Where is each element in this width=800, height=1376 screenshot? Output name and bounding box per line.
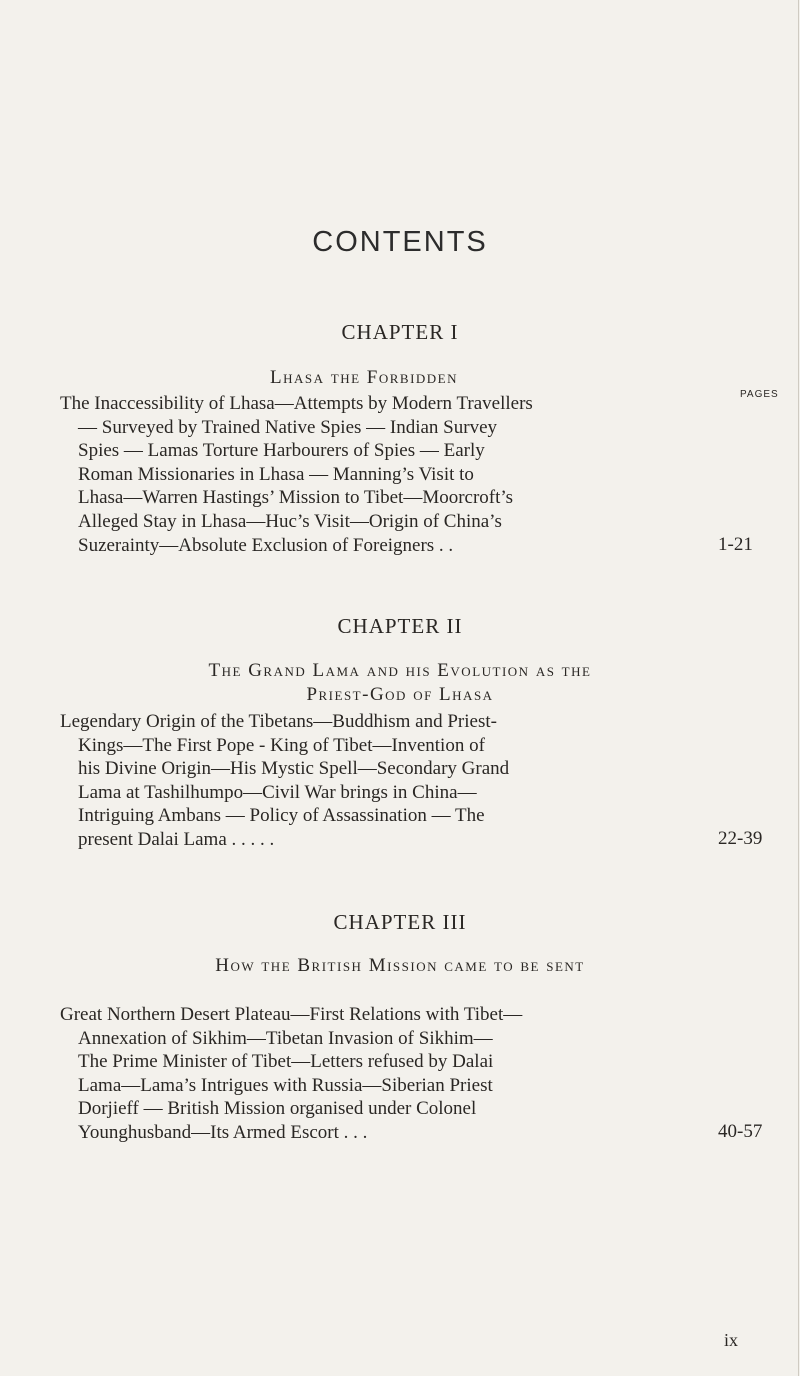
summary-line: Suzerainty—Absolute Exclusion of Foreigners . . [78, 534, 454, 556]
summary-line: Lama at Tashilhumpo—Civil War brings in China— [78, 781, 477, 803]
page-range-2: 22-39 [718, 828, 763, 849]
summary-line: The Inaccessibility of Lhasa—Attempts by Modern Travellers [60, 393, 533, 414]
summary-line: present Dalai Lama . . . . . [78, 828, 275, 850]
page-range-3: 40-57 [718, 1121, 763, 1142]
summary-line: Great Northern Desert Plateau—First Relations with Tibet— [60, 1004, 523, 1025]
chapter-title-line: Priest-God of Lhasa [306, 684, 494, 705]
summary-line: Legendary Origin of the Tibetans—Buddhism and Priest- [60, 711, 497, 732]
chapter-title-2 [0, 659, 800, 707]
chapter-heading-1: CHAPTER I [341, 320, 459, 344]
chapter-title-1 [270, 366, 750, 390]
summary-line: Roman Missionaries in Lhasa — Manning’s Visit to [78, 463, 474, 485]
chapter-heading-3: CHAPTER III [333, 910, 467, 934]
chapter-heading-2: CHAPTER II [337, 614, 463, 638]
summary-line: Annexation of Sikhim—Tibetan Invasion of Sikhim— [78, 1027, 493, 1049]
summary-line: — Surveyed by Trained Native Spies — Indian Survey [78, 416, 498, 438]
summary-line: Dorjieff — British Mission organised under Colonel [78, 1098, 477, 1120]
contents-title: CONTENTS [312, 226, 488, 258]
chapter-summary-3 [60, 1003, 700, 1145]
summary-line: Lhasa—Warren Hastings’ Mission to Tibet—Moorcroft’s [78, 487, 514, 509]
summary-line: Intriguing Ambans — Policy of Assassination — The [78, 805, 485, 827]
page-range-1: 1-21 [718, 534, 753, 555]
summary-line: his Divine Origin—His Mystic Spell—Secondary Grand [78, 758, 510, 780]
summary-line: Spies — Lamas Torture Harbourers of Spies — Early [78, 440, 485, 462]
page-number: ix [724, 1330, 739, 1350]
pages-label: PAGES [740, 389, 779, 400]
chapter-summary-1 [60, 392, 700, 557]
summary-line: Alleged Stay in Lhasa—Huc’s Visit—Origin of China’s [78, 510, 502, 532]
summary-line: The Prime Minister of Tibet—Letters refused by Dalai [78, 1051, 494, 1073]
chapter-title-line: How the British Mission came to be sent [215, 955, 585, 976]
chapter-summary-2 [60, 710, 700, 852]
summary-line: Lama—Lama’s Intrigues with Russia—Siberian Priest [78, 1074, 493, 1096]
summary-line: Younghusband—Its Armed Escort . . . [78, 1121, 368, 1143]
chapter-title-line: Lhasa the Forbidden [270, 367, 459, 388]
chapter-title-3 [0, 954, 800, 978]
summary-line: Kings—The First Pope - King of Tibet—Invention of [78, 734, 485, 756]
chapter-title-line: The Grand Lama and his Evolution as the [208, 660, 592, 681]
